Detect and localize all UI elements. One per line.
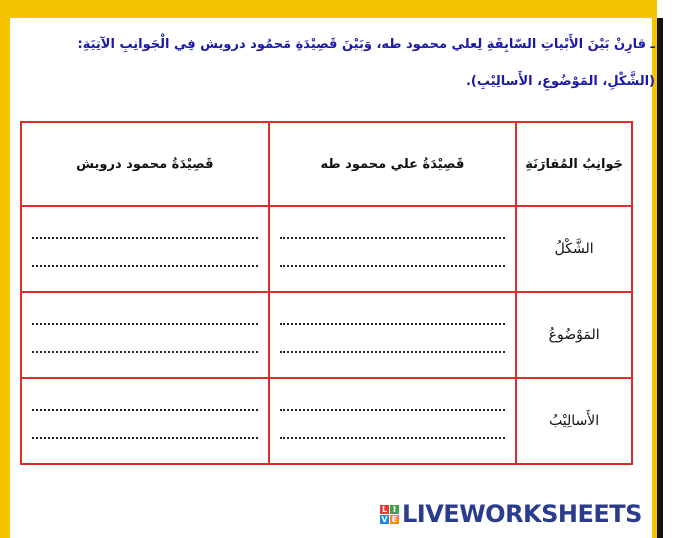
aspect-theme: المَوْضُوعُ <box>516 292 632 378</box>
header-taha-poem: قَصِيْدَةُ علي محمود طه <box>269 122 517 206</box>
liveworksheets-logo-icon: L I V E <box>381 504 398 524</box>
table-row-theme <box>21 292 632 378</box>
table-row-form <box>21 206 632 292</box>
answer-taha-theme[interactable] <box>269 292 517 378</box>
instruction-line-2: (الشَّكْلِ، المَوْضُوعِ، الأَسالِيْبِ). <box>465 74 655 89</box>
instruction-text <box>55 26 655 100</box>
header-aspects: جَوانِبُ المُقارَنَةِ <box>516 122 632 206</box>
aspect-form: الشَّكْلُ <box>516 206 632 292</box>
answer-taha-styles[interactable] <box>269 378 517 464</box>
table-header-row <box>21 122 632 206</box>
page-shadow-edge <box>657 18 663 538</box>
answer-darwish-styles[interactable] <box>21 378 269 464</box>
header-darwish-poem: قَصِيْدَةُ محمود درويش <box>21 122 269 206</box>
answer-taha-form[interactable] <box>269 206 517 292</box>
comparison-table <box>20 121 633 465</box>
liveworksheets-logo <box>380 500 642 528</box>
answer-darwish-form[interactable] <box>21 206 269 292</box>
table-row-styles <box>21 378 632 464</box>
liveworksheets-logo-text: LIVEWORKSHEETS <box>402 500 642 528</box>
answer-darwish-theme[interactable] <box>21 292 269 378</box>
instruction-line-1: ـ قارِنْ بَيْنَ الأَبْياتِ السّابِقَةِ لِعلي محمود طه، وَبَيْنَ قَصِيْدَةِ مَحمُود درويش فِي الْجَوانِبِ الآتِيَةِ: <box>77 37 655 52</box>
aspect-styles: الأَسالِيْبُ <box>516 378 632 464</box>
